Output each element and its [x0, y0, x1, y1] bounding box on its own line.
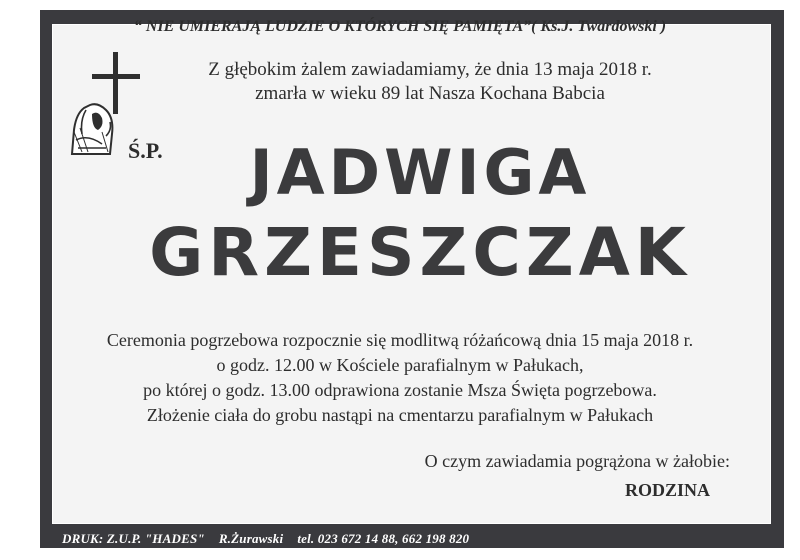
printer-name: R.Żurawski [218, 531, 284, 546]
intro-line: Z głębokim żalem zawiadamiamy, że dnia 13 maja 2018 r. [208, 59, 652, 80]
printer-phone: tel. 023 672 14 88, 662 198 820 [297, 531, 470, 546]
ceremony-line: Ceremonia pogrzebowa rozpocznie się modlitwą różańcową dnia 15 maja 2018 r. [106, 330, 694, 350]
family-signature: RODZINA [624, 480, 710, 500]
deceased-last-name: GRZESZCZAK [149, 214, 691, 291]
ceremony-line: Złożenie ciała do grobu nastąpi na cmentarzu parafialnym w Pałukach [146, 405, 654, 425]
mourner-line: O czym zawiadamia pogrążona w żałobie: [424, 451, 730, 471]
deceased-first-name: JADWIGA [249, 136, 591, 209]
ceremony-line: po której o godz. 13.00 odprawiona zostanie Msza Święta pogrzebowa. [143, 380, 657, 400]
printer-footer [62, 531, 469, 547]
announcement-intro [200, 58, 660, 106]
sp-prefix: Ś.P. [128, 138, 163, 163]
intro-line: zmarła w wieku 89 lat Nasza Kochana Babcia [255, 83, 605, 104]
quote-header: “ NIE UMIERAJĄ LUDZIE O KTÓRYCH SIĘ PAMIĘTA”( Ks.J. Twardowski ) [133, 18, 667, 35]
ceremony-line: o godz. 12.00 w Kościele parafialnym w Pałukach, [216, 355, 584, 375]
printer-label: DRUK: Z.U.P. "HADES" [62, 531, 205, 546]
ceremony-details [60, 328, 740, 428]
